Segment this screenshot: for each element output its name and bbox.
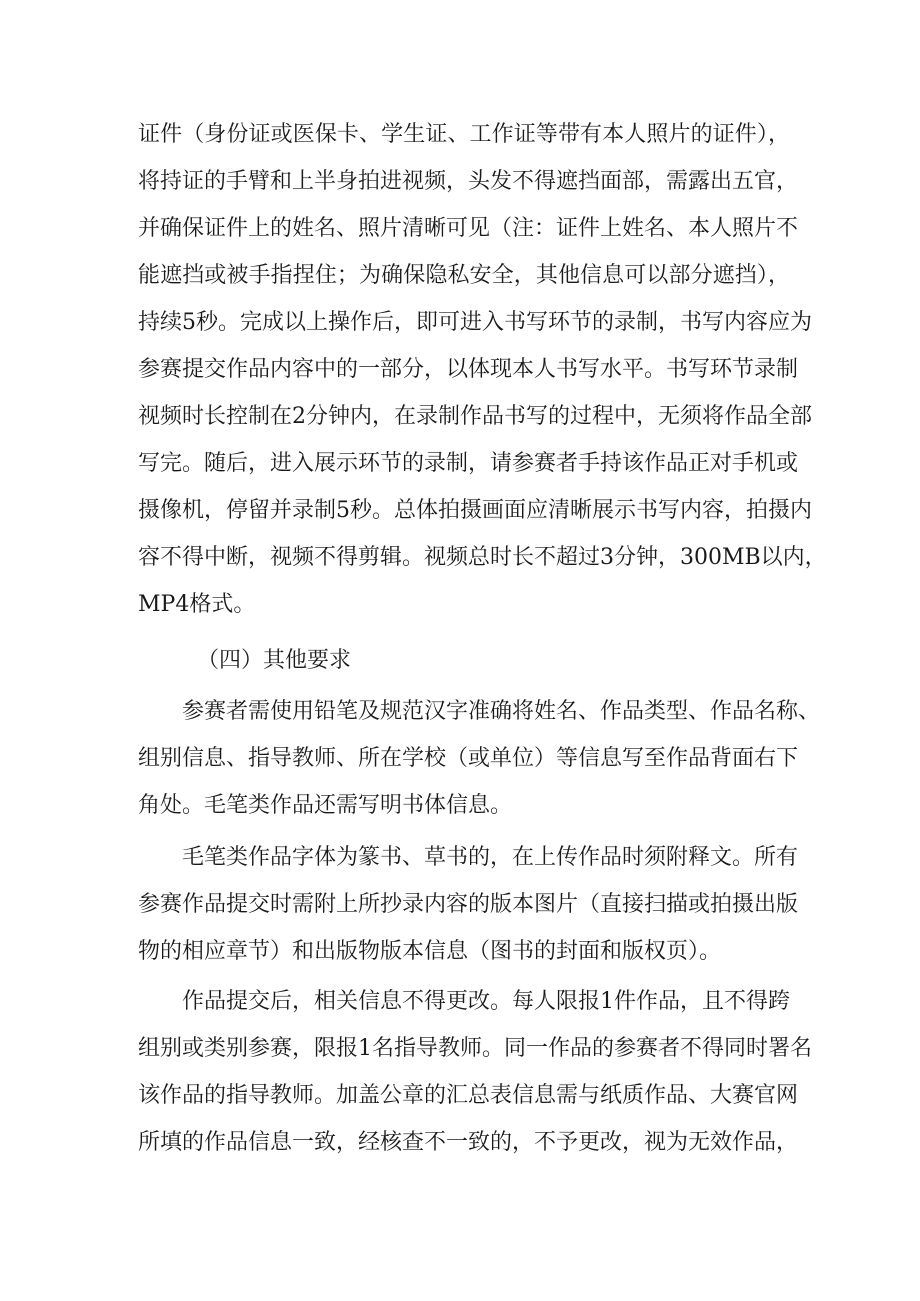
text-line: 参赛作品提交时需附上所抄录内容的版本图片（直接扫描或拍摄出版 <box>138 892 799 917</box>
text-line: 参赛提交作品内容中的一部分，以体现本人书写水平。书写环节录制 <box>138 357 799 382</box>
text-line: 容不得中断，视频不得剪辑。视频总时长不超过3分钟，300MB以内， <box>138 545 827 570</box>
text-line: 并确保证件上的姓名、照片清晰可见（注：证件上姓名、本人照片不 <box>138 216 799 241</box>
text-line: 持续5秒。完成以上操作后，即可进入书写环节的录制，书写内容应为 <box>138 310 812 335</box>
text-line: 写完。随后，进入展示环节的录制，请参赛者手持该作品正对手机或 <box>138 451 799 476</box>
text-line: MP4格式。 <box>138 592 256 617</box>
text-line: 组别信息、指导教师、所在学校（或单位）等信息写至作品背面右下 <box>138 746 799 771</box>
text-line: 证件（身份证或医保卡、学生证、工作证等带有本人照片的证件）， <box>138 122 790 147</box>
text-line: 毛笔类作品字体为篆书、草书的，在上传作品时须附释文。所有 <box>182 845 799 870</box>
text-line: 角处。毛笔类作品还需写明书体信息。 <box>138 793 513 818</box>
text-line: 该作品的指导教师。加盖公章的汇总表信息需与纸质作品、大赛官网 <box>138 1083 799 1108</box>
text-line: 参赛者需使用铅笔及规范汉字准确将姓名、作品类型、作品名称、 <box>182 699 821 724</box>
text-line: 视频时长控制在2分钟内，在录制作品书写的过程中，无须将作品全部 <box>138 404 812 429</box>
text-line: 所填的作品信息一致，经核查不一致的，不予更改，视为无效作品， <box>138 1130 799 1155</box>
section-heading: （四）其他要求 <box>197 648 352 673</box>
text-line: 能遮挡或被手指捏住；为确保隐私安全，其他信息可以部分遮挡）， <box>138 263 790 288</box>
text-line: 组别或类别参赛，限报1名指导教师。同一作品的参赛者不得同时署名 <box>138 1036 812 1061</box>
text-line: 作品提交后，相关信息不得更改。每人限报1件作品，且不得跨 <box>182 989 790 1014</box>
text-line: 将持证的手臂和上半身拍进视频，头发不得遮挡面部，需露出五官， <box>138 169 799 194</box>
text-line: 物的相应章节）和出版物版本信息（图书的封面和版权页）。 <box>138 939 722 964</box>
text-line: 摄像机，停留并录制5秒。总体拍摄画面应清晰展示书写内容，拍摄内 <box>138 498 812 523</box>
